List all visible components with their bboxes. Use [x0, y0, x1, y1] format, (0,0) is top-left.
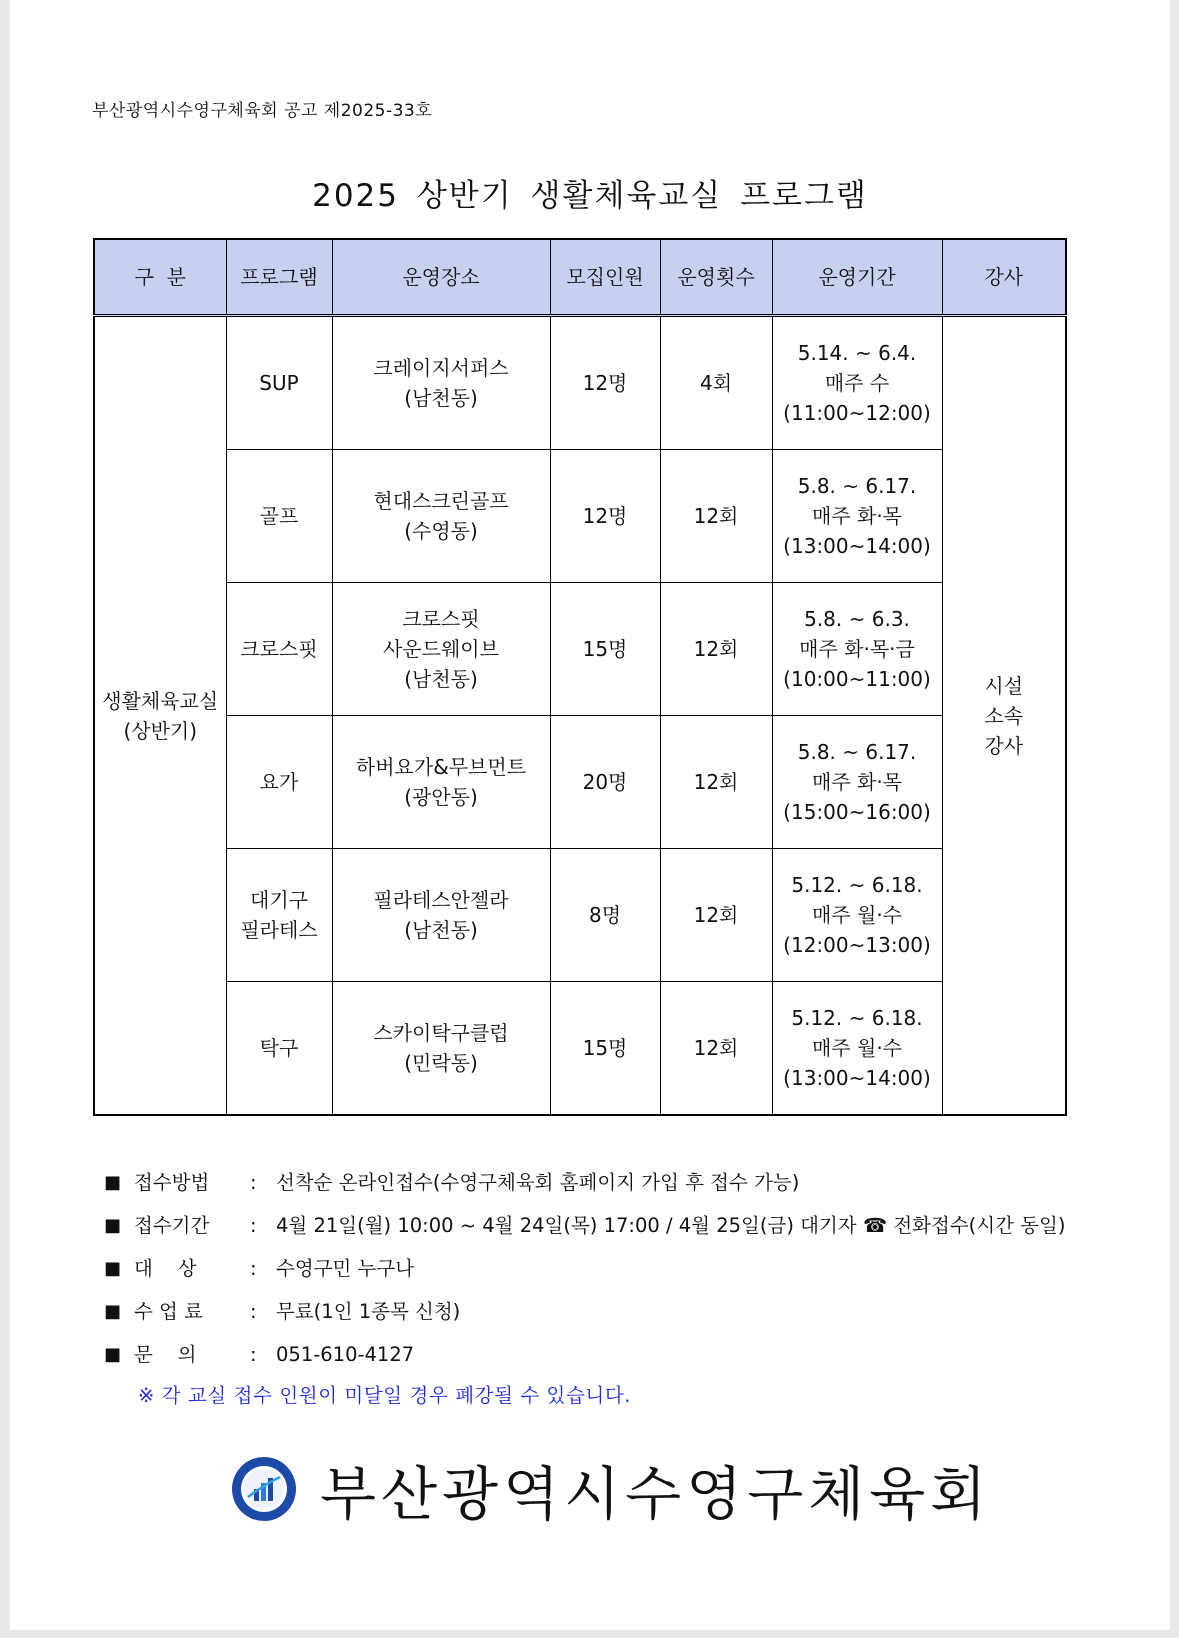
table-row — [94, 583, 1066, 716]
program-cell-line: 대기구 — [250, 888, 308, 912]
program-cell-line: 크로스핏 — [240, 637, 318, 661]
info-value: 무료(1인 1종목 신청) — [276, 1300, 461, 1323]
venue-cell-line: 스카이탁구클럽 — [373, 1021, 509, 1045]
period-cell-line: 5.12. ~ 6.18. — [791, 1006, 923, 1030]
venue-cell — [332, 982, 550, 1116]
venue-cell-line: (남천동) — [404, 918, 478, 942]
capacity-cell: 15명 — [550, 982, 660, 1116]
program-table — [93, 238, 1067, 1116]
venue-cell — [332, 849, 550, 982]
instructor-cell-line: 소속 — [984, 703, 1024, 728]
info-colon: : — [250, 1257, 257, 1280]
info-value: 선착순 온라인접수(수영구체육회 홈페이지 가입 후 접수 가능) — [276, 1171, 800, 1194]
instructor-cell — [942, 316, 1066, 1116]
venue-cell-line: (민락동) — [404, 1051, 478, 1075]
sessions-cell: 4회 — [660, 316, 772, 450]
sessions-cell: 12회 — [660, 849, 772, 982]
info-label: 문 의 — [134, 1343, 197, 1366]
period-cell-line: 매주 월·수 — [812, 903, 902, 927]
program-cell — [226, 849, 332, 982]
info-item — [104, 1204, 1065, 1247]
venue-cell — [332, 583, 550, 716]
period-cell-line: (11:00~12:00) — [783, 401, 931, 425]
venue-cell-line: 사운드웨이브 — [383, 637, 499, 661]
program-cell-line: 골프 — [259, 504, 299, 528]
period-cell-line: 5.8. ~ 6.17. — [797, 474, 917, 498]
sessions-cell: 12회 — [660, 982, 772, 1116]
period-cell-line: 매주 월·수 — [812, 1036, 902, 1060]
period-cell-line: (12:00~13:00) — [783, 933, 931, 957]
header-instructor: 강사 — [942, 239, 1066, 316]
venue-cell-line: 현대스크린골프 — [373, 489, 509, 513]
program-cell — [226, 450, 332, 583]
period-cell-line: 매주 화·목·금 — [799, 637, 915, 661]
table-header-row — [94, 239, 1066, 316]
period-cell — [772, 450, 942, 583]
venue-cell-line: (수영동) — [404, 519, 478, 543]
notice-number: 부산광역시수영구체육회 공고 제2025-33호 — [92, 101, 433, 121]
program-cell — [226, 316, 332, 450]
venue-cell-line: 크로스핏 — [402, 607, 480, 631]
footer — [230, 1447, 991, 1531]
period-cell-line: 5.8. ~ 6.17. — [797, 740, 917, 764]
header-period: 운영기간 — [772, 239, 942, 316]
period-cell-line: (15:00~16:00) — [783, 800, 931, 824]
info-label: 접수기간 — [134, 1214, 210, 1237]
info-value: 수영구민 누구나 — [276, 1257, 415, 1280]
info-label: 수 업 료 — [134, 1300, 203, 1323]
program-cell-line: 탁구 — [259, 1036, 299, 1060]
info-item — [104, 1161, 1065, 1204]
info-value: 4월 21일(월) 10:00 ~ 4월 24일(목) 17:00 / 4월 25일(금) 대기자 ☎ 전화접수(시간 동일) — [276, 1214, 1066, 1237]
header-category: 구 분 — [94, 239, 226, 316]
sessions-cell: 12회 — [660, 716, 772, 849]
instructor-cell-line: 강사 — [984, 733, 1024, 758]
capacity-cell: 8명 — [550, 849, 660, 982]
table-row — [94, 450, 1066, 583]
instructor-cell-line: 시설 — [984, 673, 1024, 698]
venue-cell — [332, 716, 550, 849]
period-cell-line: 매주 화·목 — [812, 770, 902, 794]
venue-cell-line: (광안동) — [404, 785, 478, 809]
square-bullet-icon: ■ — [104, 1172, 122, 1193]
category-cell — [94, 316, 226, 1116]
info-colon: : — [250, 1214, 257, 1237]
period-cell-line: 5.12. ~ 6.18. — [791, 873, 923, 897]
table-row — [94, 849, 1066, 982]
capacity-cell: 12명 — [550, 316, 660, 450]
capacity-cell: 20명 — [550, 716, 660, 849]
table-row — [94, 716, 1066, 849]
page-title: 2025 상반기 생활체육교실 프로그램 — [312, 178, 868, 214]
period-cell — [772, 982, 942, 1116]
venue-cell — [332, 450, 550, 583]
square-bullet-icon: ■ — [104, 1301, 122, 1322]
info-colon: : — [250, 1171, 257, 1194]
document-page — [10, 0, 1170, 1630]
venue-cell — [332, 316, 550, 450]
period-cell — [772, 849, 942, 982]
program-cell-line: 요가 — [259, 770, 299, 794]
square-bullet-icon: ■ — [104, 1215, 122, 1236]
header-program: 프로그램 — [226, 239, 332, 316]
period-cell — [772, 316, 942, 450]
period-cell-line: (13:00~14:00) — [783, 534, 931, 558]
program-cell-line: 필라테스 — [240, 918, 318, 942]
header-sessions: 운영횟수 — [660, 239, 772, 316]
sessions-cell: 12회 — [660, 583, 772, 716]
period-cell-line: 매주 화·목 — [812, 504, 902, 528]
program-cell — [226, 982, 332, 1116]
program-cell-line: SUP — [259, 371, 299, 395]
info-item — [104, 1247, 1065, 1290]
info-list — [104, 1161, 1065, 1376]
venue-cell-line: (남천동) — [404, 667, 478, 691]
period-cell — [772, 716, 942, 849]
info-label: 접수방법 — [134, 1171, 210, 1194]
closure-note: ※ 각 교실 접수 인원이 미달일 경우 폐강될 수 있습니다. — [138, 1384, 632, 1407]
category-cell-line: 생활체육교실 — [102, 688, 219, 713]
program-cell — [226, 583, 332, 716]
period-cell-line: (13:00~14:00) — [783, 1066, 931, 1090]
org-emblem-icon — [230, 1455, 298, 1523]
period-cell-line: (10:00~11:00) — [783, 667, 931, 691]
venue-cell-line: (남천동) — [404, 386, 478, 410]
period-cell — [772, 583, 942, 716]
header-capacity: 모집인원 — [550, 239, 660, 316]
square-bullet-icon: ■ — [104, 1344, 122, 1365]
table-row — [94, 316, 1066, 450]
venue-cell-line: 필라테스안젤라 — [373, 888, 509, 912]
sessions-cell: 12회 — [660, 450, 772, 583]
info-value: 051-610-4127 — [276, 1343, 415, 1366]
square-bullet-icon: ■ — [104, 1258, 122, 1279]
venue-cell-line: 크레이지서퍼스 — [373, 356, 509, 380]
info-label: 대 상 — [134, 1257, 197, 1280]
period-cell-line: 5.14. ~ 6.4. — [797, 341, 917, 365]
info-colon: : — [250, 1300, 257, 1323]
header-venue: 운영장소 — [332, 239, 550, 316]
capacity-cell: 12명 — [550, 450, 660, 583]
venue-cell-line: 하버요가&무브먼트 — [355, 755, 527, 779]
info-item — [104, 1333, 1065, 1376]
program-cell — [226, 716, 332, 849]
footer-org-name: 부산광역시수영구체육회 — [320, 1460, 992, 1528]
info-item — [104, 1290, 1065, 1333]
category-cell-line: (상반기) — [123, 718, 198, 743]
table-row — [94, 982, 1066, 1116]
period-cell-line: 5.8. ~ 6.3. — [804, 607, 910, 631]
capacity-cell: 15명 — [550, 583, 660, 716]
period-cell-line: 매주 수 — [824, 371, 890, 395]
info-colon: : — [250, 1343, 257, 1366]
